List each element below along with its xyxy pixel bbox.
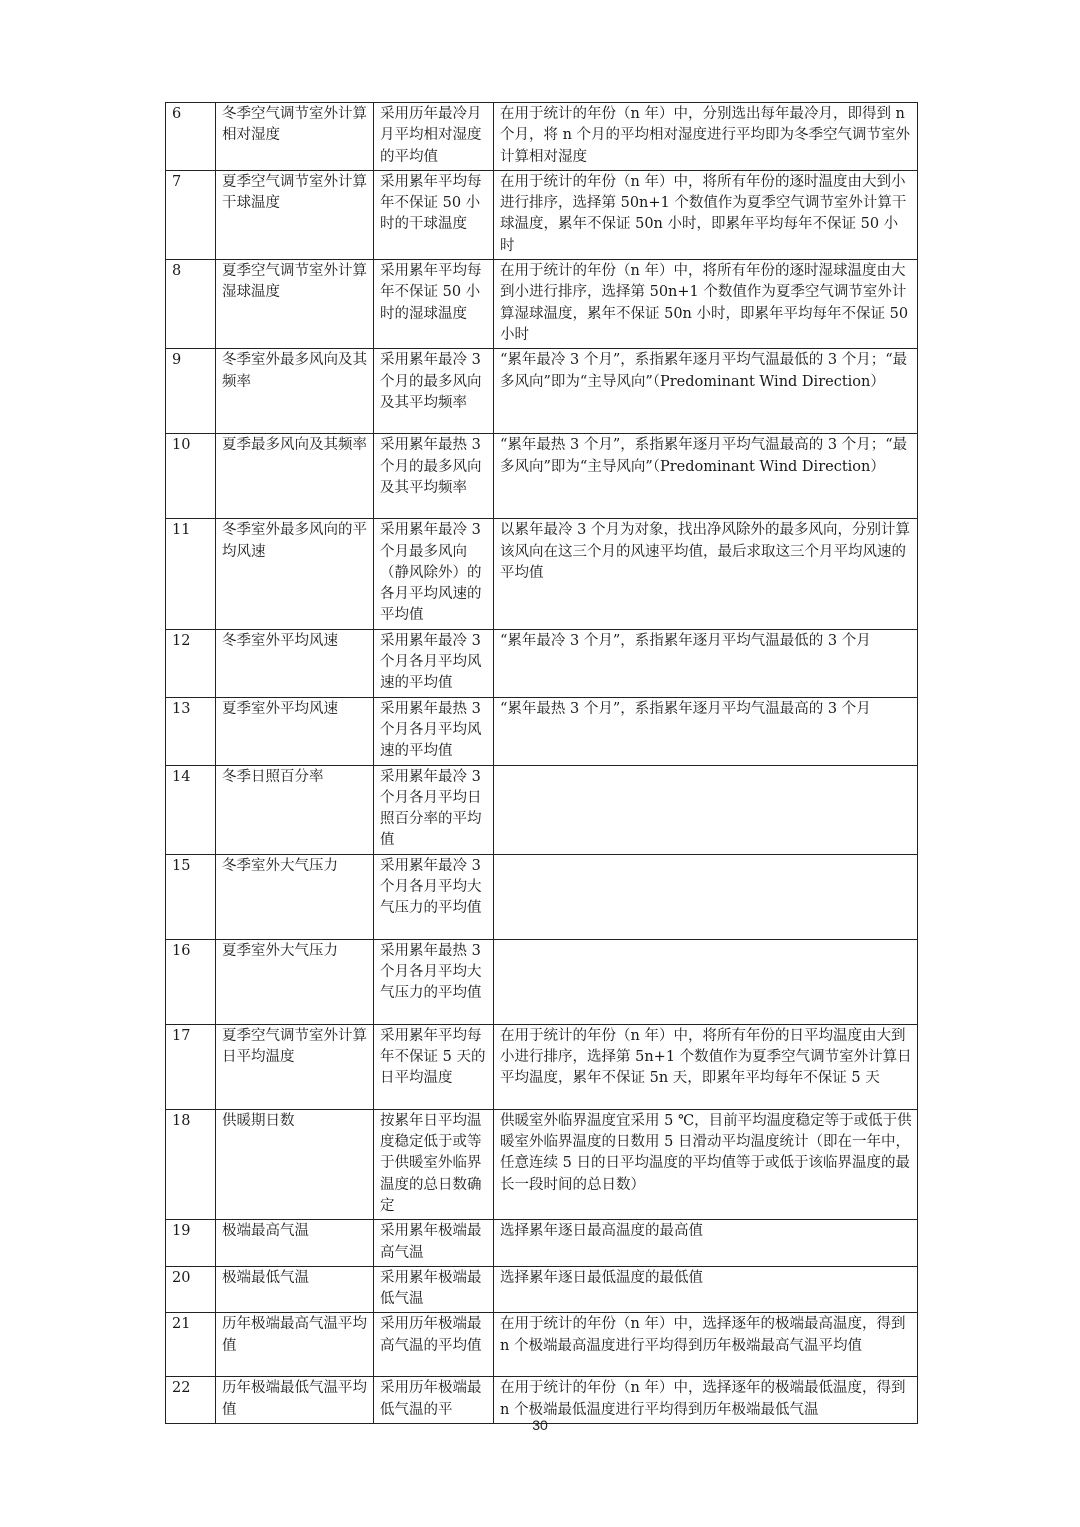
row-item-name: 极端最低气温	[216, 1266, 374, 1313]
climate-parameter-table	[165, 102, 918, 1424]
table-row	[166, 765, 918, 854]
row-number: 7	[166, 170, 216, 259]
row-method: 采用累年最冷 3 个月各月平均日照百分率的平均值	[374, 765, 494, 854]
row-method: 采用历年极端最高气温的平均值	[374, 1313, 494, 1377]
row-item-name: 历年极端最低气温平均值	[216, 1377, 374, 1424]
row-note: “累年最冷 3 个月”，系指累年逐月平均气温最低的 3 个月	[494, 629, 918, 697]
row-method: 采用累年最热 3 个月的最多风向及其平均频率	[374, 434, 494, 519]
row-method: 采用累年最热 3 个月各月平均大气压力的平均值	[374, 939, 494, 1024]
row-method: 采用累年最冷 3 个月最多风向（静风除外）的各月平均风速的平均值	[374, 519, 494, 629]
row-item-name: 历年极端最高气温平均值	[216, 1313, 374, 1377]
row-note: 在用于统计的年份（n 年）中，选择逐年的极端最低温度，得到 n 个极端最低温度进行平均得到历年极端最低气温	[494, 1377, 918, 1424]
row-item-name: 冬季室外大气压力	[216, 854, 374, 939]
table-row	[166, 519, 918, 629]
row-note: 在用于统计的年份（n 年）中，分别选出每年最冷月，即得到 n 个月，将 n 个月的平均相对湿度进行平均即为冬季空气调节室外计算相对湿度	[494, 103, 918, 171]
row-item-name: 冬季室外平均风速	[216, 629, 374, 697]
table-row	[166, 1266, 918, 1313]
table-row	[166, 629, 918, 697]
row-number: 22	[166, 1377, 216, 1424]
row-note: 在用于统计的年份（n 年）中，将所有年份的日平均温度由大到小进行排序，选择第 5n+1 个数值作为夏季空气调节室外计算日平均温度，累年不保证 5n 天，即累年平均每年不保证 5 天	[494, 1024, 918, 1109]
row-number: 21	[166, 1313, 216, 1377]
row-note: 在用于统计的年份（n 年）中，选择逐年的极端最高温度，得到 n 个极端最高温度进行平均得到历年极端最高气温平均值	[494, 1313, 918, 1377]
row-note	[494, 854, 918, 939]
row-note: 在用于统计的年份（n 年）中，将所有年份的逐时温度由大到小进行排序，选择第 50n+1 个数值作为夏季空气调节室外计算干球温度，累年不保证 50n 小时，即累年平均每年不保证 50 小时	[494, 170, 918, 259]
row-number: 6	[166, 103, 216, 171]
row-number: 10	[166, 434, 216, 519]
row-number: 20	[166, 1266, 216, 1313]
row-item-name: 夏季最多风向及其频率	[216, 434, 374, 519]
row-item-name: 供暖期日数	[216, 1109, 374, 1219]
table-body	[166, 103, 918, 1424]
row-number: 15	[166, 854, 216, 939]
row-note: “累年最热 3 个月”，系指累年逐月平均气温最高的 3 个月	[494, 697, 918, 765]
row-note	[494, 765, 918, 854]
row-number: 19	[166, 1220, 216, 1267]
row-note: 供暖室外临界温度宜采用 5 ℃，目前平均温度稳定等于或低于供暖室外临界温度的日数用 5 日滑动平均温度统计（即在一年中，任意连续 5 日的日平均温度的平均值等于或低于该临界温度的最长一段时间的总日数）	[494, 1109, 918, 1219]
table-row	[166, 1220, 918, 1267]
row-item-name: 夏季室外大气压力	[216, 939, 374, 1024]
row-method: 采用累年极端最低气温	[374, 1266, 494, 1313]
row-number: 17	[166, 1024, 216, 1109]
row-item-name: 冬季空气调节室外计算相对湿度	[216, 103, 374, 171]
row-item-name: 极端最高气温	[216, 1220, 374, 1267]
row-note: 在用于统计的年份（n 年）中，将所有年份的逐时湿球温度由大到小进行排序，选择第 50n+1 个数值作为夏季空气调节室外计算湿球温度，累年不保证 50n 小时，即累年平均每年不保证 50 小时	[494, 260, 918, 349]
row-item-name: 夏季空气调节室外计算日平均温度	[216, 1024, 374, 1109]
row-number: 12	[166, 629, 216, 697]
row-number: 11	[166, 519, 216, 629]
row-note: “累年最冷 3 个月”，系指累年逐月平均气温最低的 3 个月；“最多风向”即为“主导风向”（Predominant Wind Direction）	[494, 349, 918, 434]
row-item-name: 夏季空气调节室外计算干球温度	[216, 170, 374, 259]
row-method: 按累年日平均温度稳定低于或等于供暖室外临界温度的总日数确定	[374, 1109, 494, 1219]
row-item-name: 冬季室外最多风向的平均风速	[216, 519, 374, 629]
table-row	[166, 939, 918, 1024]
table-row	[166, 1109, 918, 1219]
row-item-name: 冬季日照百分率	[216, 765, 374, 854]
row-note: “累年最热 3 个月”，系指累年逐月平均气温最高的 3 个月；“最多风向”即为“主导风向”（Predominant Wind Direction）	[494, 434, 918, 519]
table-row	[166, 260, 918, 349]
row-number: 9	[166, 349, 216, 434]
page-number: 30	[532, 1417, 548, 1433]
row-number: 14	[166, 765, 216, 854]
table-row	[166, 697, 918, 765]
table-row	[166, 103, 918, 171]
row-method: 采用累年最冷 3 个月的最多风向及其平均频率	[374, 349, 494, 434]
table-row	[166, 1024, 918, 1109]
table-row	[166, 854, 918, 939]
row-method: 采用累年最热 3 个月各月平均风速的平均值	[374, 697, 494, 765]
row-number: 16	[166, 939, 216, 1024]
row-method: 采用累年平均每年不保证 50 小时的湿球温度	[374, 260, 494, 349]
row-item-name: 冬季室外最多风向及其频率	[216, 349, 374, 434]
row-item-name: 夏季室外平均风速	[216, 697, 374, 765]
row-note: 选择累年逐日最高温度的最高值	[494, 1220, 918, 1267]
row-method: 采用累年平均每年不保证 50 小时的干球温度	[374, 170, 494, 259]
table-row	[166, 434, 918, 519]
row-method: 采用历年极端最低气温的平	[374, 1377, 494, 1424]
row-method: 采用历年最冷月月平均相对湿度的平均值	[374, 103, 494, 171]
row-method: 采用累年极端最高气温	[374, 1220, 494, 1267]
row-number: 18	[166, 1109, 216, 1219]
row-number: 13	[166, 697, 216, 765]
row-item-name: 夏季空气调节室外计算湿球温度	[216, 260, 374, 349]
row-note: 选择累年逐日最低温度的最低值	[494, 1266, 918, 1313]
row-note	[494, 939, 918, 1024]
row-number: 8	[166, 260, 216, 349]
table-row	[166, 1313, 918, 1377]
row-method: 采用累年平均每年不保证 5 天的日平均温度	[374, 1024, 494, 1109]
row-note: 以累年最冷 3 个月为对象，找出净风除外的最多风向，分别计算该风向在这三个月的风速平均值，最后求取这三个月平均风速的平均值	[494, 519, 918, 629]
row-method: 采用累年最冷 3 个月各月平均风速的平均值	[374, 629, 494, 697]
row-method: 采用累年最冷 3 个月各月平均大气压力的平均值	[374, 854, 494, 939]
table-row	[166, 349, 918, 434]
table-row	[166, 170, 918, 259]
